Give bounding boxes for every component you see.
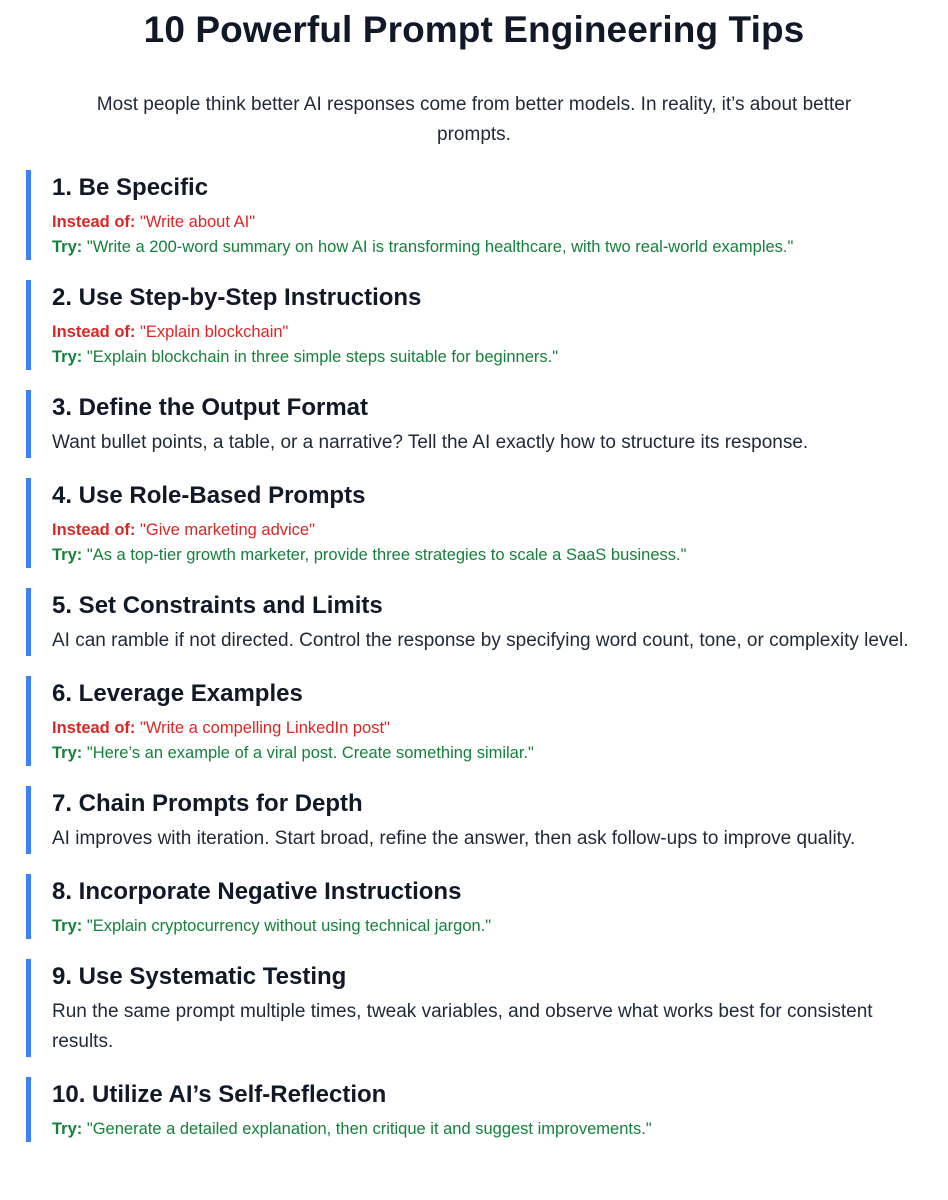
instead-of-example <box>52 320 936 345</box>
instead-of-label: Instead of: <box>52 521 136 539</box>
try-example <box>52 914 936 939</box>
instead-of-example <box>52 716 936 741</box>
instead-of-text: "Give marketing advice" <box>140 521 315 539</box>
try-label: Try: <box>52 1120 83 1138</box>
try-example <box>52 235 936 260</box>
try-text: "Here’s an example of a viral post. Create something similar." <box>86 744 534 762</box>
tip-8 <box>26 874 936 939</box>
tip-6 <box>26 676 936 766</box>
try-label: Try: <box>52 546 83 564</box>
tip-body: AI can ramble if not directed. Control the response by specifying word count, tone, or complexity level. <box>52 630 909 651</box>
try-text: "Write a 200-word summary on how AI is transforming healthcare, with two real-world examples." <box>86 238 794 256</box>
tip-title: 2. Use Step-by-Step Instructions <box>52 284 422 311</box>
tip-3 <box>26 390 936 458</box>
tip-title: 4. Use Role-Based Prompts <box>52 482 366 509</box>
instead-of-label: Instead of: <box>52 719 136 737</box>
try-example <box>52 1117 936 1142</box>
tip-7 <box>26 786 936 854</box>
tip-title: 6. Leverage Examples <box>52 680 303 707</box>
try-label: Try: <box>52 744 83 762</box>
try-text: "As a top-tier growth marketer, provide three strategies to scale a SaaS business." <box>86 546 687 564</box>
try-example <box>52 345 936 370</box>
instead-of-label: Instead of: <box>52 213 136 231</box>
tip-title: 7. Chain Prompts for Depth <box>52 790 363 817</box>
tip-9 <box>26 959 936 1057</box>
tip-title: 10. Utilize AI’s Self-Reflection <box>52 1081 387 1108</box>
tip-title: 5. Set Constraints and Limits <box>52 592 383 619</box>
tip-2 <box>26 280 936 370</box>
tip-1 <box>26 170 936 260</box>
tip-body: Run the same prompt multiple times, tweak variables, and observe what works best for consistent results. <box>52 1001 873 1052</box>
tip-10 <box>26 1077 936 1142</box>
instead-of-example <box>52 210 936 235</box>
tip-body: AI improves with iteration. Start broad, refine the answer, then ask follow-ups to improve quality. <box>52 828 856 849</box>
instead-of-text: "Write about AI" <box>140 213 256 231</box>
tip-4 <box>26 478 936 568</box>
intro-text: Most people think better AI responses come from better models. In reality, it’s about better prompts. <box>96 94 852 145</box>
page-title: 10 Powerful Prompt Engineering Tips <box>143 9 805 50</box>
try-label: Try: <box>52 348 83 366</box>
instead-of-label: Instead of: <box>52 323 136 341</box>
tip-body: Want bullet points, a table, or a narrative? Tell the AI exactly how to structure its response. <box>52 432 809 453</box>
tips-list <box>26 170 936 1162</box>
try-label: Try: <box>52 238 83 256</box>
instead-of-example <box>52 518 936 543</box>
tip-title: 9. Use Systematic Testing <box>52 963 347 990</box>
try-text: "Explain cryptocurrency without using technical jargon." <box>86 917 492 935</box>
try-text: "Explain blockchain in three simple steps suitable for beginners." <box>86 348 559 366</box>
try-example <box>52 741 936 766</box>
tip-5 <box>26 588 936 656</box>
instead-of-text: "Explain blockchain" <box>140 323 289 341</box>
try-text: "Generate a detailed explanation, then critique it and suggest improvements." <box>86 1120 652 1138</box>
instead-of-text: "Write a compelling LinkedIn post" <box>140 719 390 737</box>
tip-title: 8. Incorporate Negative Instructions <box>52 878 462 905</box>
tip-title: 1. Be Specific <box>52 174 209 201</box>
tip-title: 3. Define the Output Format <box>52 394 369 421</box>
try-example <box>52 543 936 568</box>
try-label: Try: <box>52 917 83 935</box>
